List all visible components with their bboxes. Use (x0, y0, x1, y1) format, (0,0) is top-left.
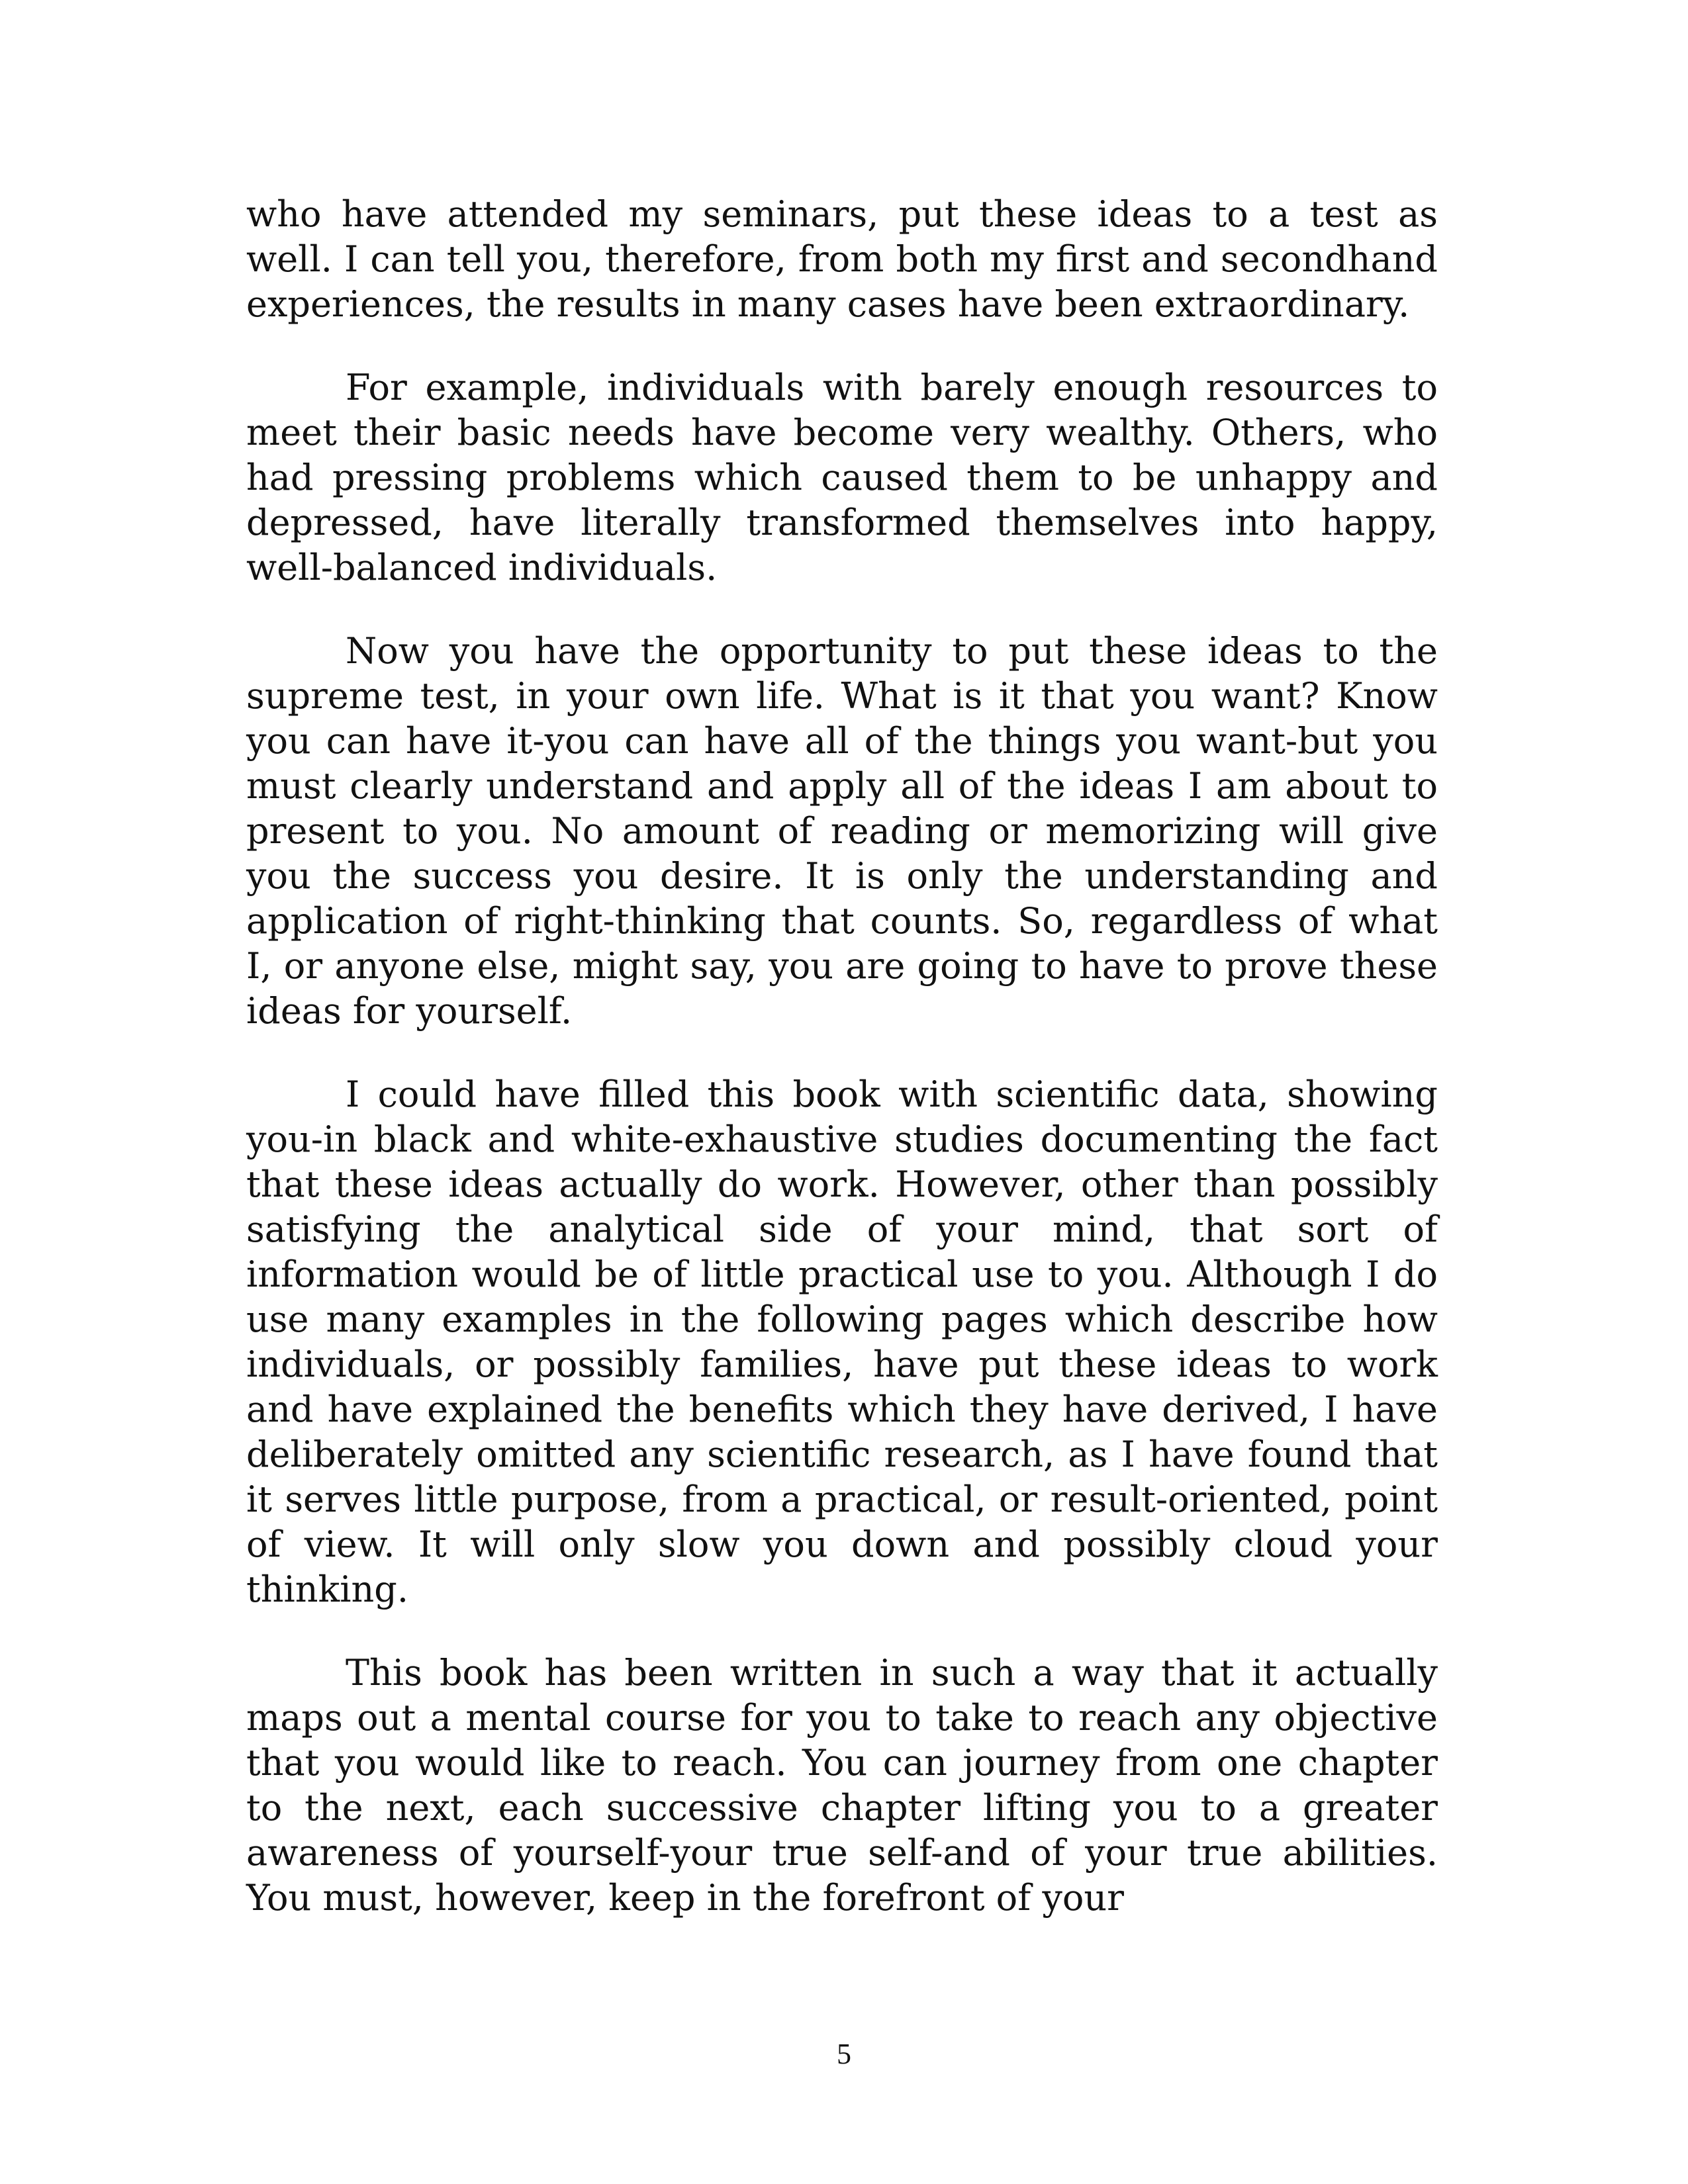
paragraph: This book has been written in such a way that it actually maps out a mental course for you to take to reach any objective that you would like to reach. You can journey from one chapter to the next, each successive chapter lifting you to a greater awareness of yourself-your true self-and of your true abilities. You must, however, keep in the forefront of your (246, 1652, 1438, 1919)
page-number: 5 (837, 2038, 851, 2070)
paragraph-continued: who have attended my seminars, put these ideas to a test as well. I can tell you, therefore, from both my first and secondhand experiences, the results in many cases have been extraordinary. (246, 193, 1438, 325)
paragraph: Now you have the opportunity to put these ideas to the supreme test, in your own life. What is it that you want? Know you can have it-you can have all of the things you want-but you must clearly understand and apply all of the ideas I am about to present to you. No amount of reading or memorizing will give you the success you desire. It is only the understanding and application of right-thinking that counts. So, regardless of what I, or anyone else, might say, you are going to have to prove these ideas for yourself. (246, 630, 1438, 1032)
paragraph: For example, individuals with barely enough resources to meet their basic needs have become very wealthy. Others, who had pressing problems which caused them to be unhappy and depressed, have literally transformed themselves into happy, well-balanced individuals. (246, 367, 1438, 588)
body-text (246, 192, 1438, 1959)
paragraph: I could have filled this book with scientific data, showing you-in black and white-exhaustive studies documenting the fact that these ideas actually do work. However, other than possibly satisfying the analytical side of your mind, that sort of information would be of little practical use to you. Although I do use many examples in the following pages which describe how individuals, or possibly families, have put these ideas to work and have explained the benefits which they have derived, I have deliberately omitted any scientific research, as I have found that it serves little purpose, from a practical, or result-oriented, point of view. It will only slow you down and possibly cloud your thinking. (246, 1073, 1438, 1610)
